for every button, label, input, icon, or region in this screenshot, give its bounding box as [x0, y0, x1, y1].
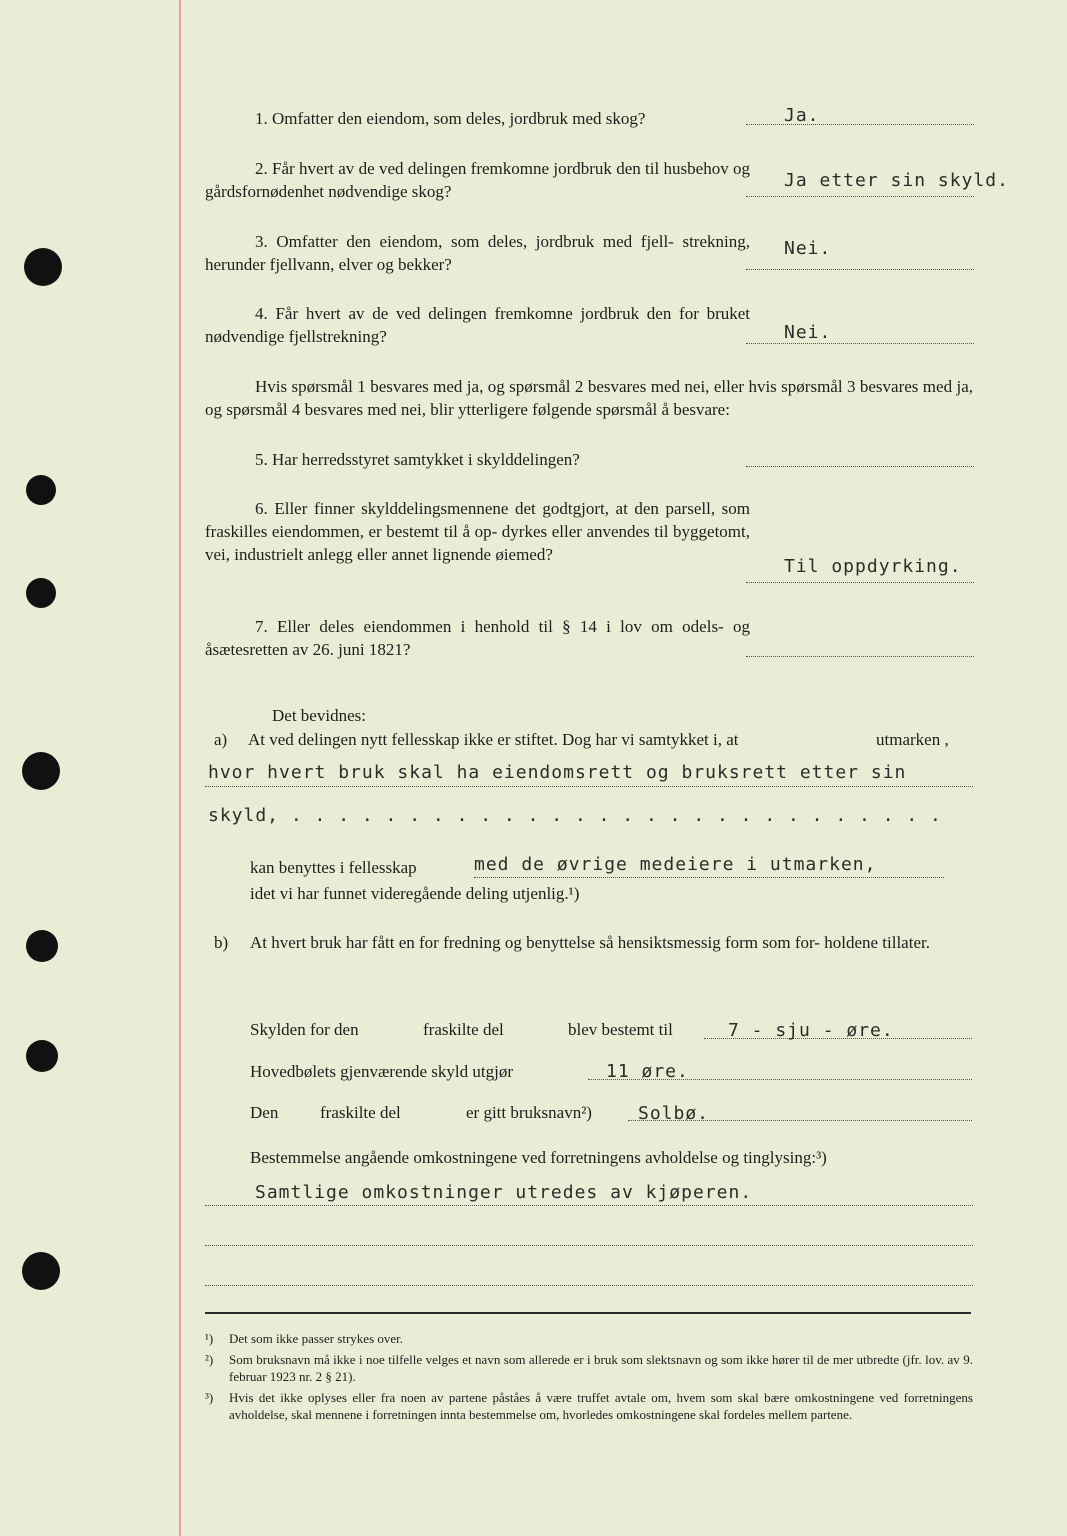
punch-hole	[26, 578, 56, 608]
question-2: 2. Får hvert av de ved delingen fremkomne jordbruk den til husbehov og gårdsfornødenhet nødvendige skog?	[205, 159, 750, 201]
navn-mid2: er gitt bruksnavn²)	[466, 1103, 592, 1122]
conditional-intro: Hvis spørsmål 1 besvares med ja, og spørsmål 2 besvares med nei, eller hvis spørsmål 3 besvares med ja, og spørsmål 4 besvares med nei, blir ytterligere følgende spørsmål å besvare:	[205, 377, 973, 419]
footnote-1-text: Det som ikke passer strykes over.	[229, 1331, 404, 1346]
skyld-label: Skylden for den	[250, 1020, 359, 1039]
fill-line	[205, 1205, 973, 1206]
punch-hole	[26, 930, 58, 962]
skyld-mid: fraskilte del	[423, 1020, 504, 1039]
fill-line	[474, 877, 944, 878]
fill-line	[205, 1245, 973, 1246]
margin-line	[179, 0, 181, 1536]
hoved-label: Hovedbølets gjenværende skyld utgjør	[250, 1062, 513, 1081]
bevidnes-heading: Det bevidnes:	[272, 706, 366, 725]
navn-mid: fraskilte del	[320, 1103, 401, 1122]
item-a-text: At ved delingen nytt fellesskap ikke er stiftet. Dog har vi samtykket i, at	[248, 730, 739, 749]
question-5: 5. Har herredsstyret samtykket i skylddelingen?	[255, 450, 580, 469]
item-a-typed-line-3: med de øvrige medeiere i utmarken,	[474, 854, 877, 875]
answer-line	[746, 269, 974, 270]
question-3: 3. Omfatter den eiendom, som deles, jordbruk med fjell- strekning, herunder fjellvann, elver og bekker?	[205, 232, 750, 274]
punch-hole	[22, 1252, 60, 1290]
fill-line	[205, 1285, 973, 1286]
omk-label: Bestemmelse angående omkostningene ved forretningens avholdelse og tinglysing:³)	[250, 1148, 827, 1167]
footnote-2-text: Som bruksnavn må ikke i noe tilfelle velges et navn som allerede er i bruk som slektsnavn og som ikke hører til de mer utbredte (jfr. lov. av 9. februar 1923 nr. 2 § 21).	[229, 1352, 973, 1384]
answer-6: Til oppdyrking.	[784, 556, 962, 577]
answer-1: Ja.	[784, 105, 820, 126]
question-6: 6. Eller finner skylddelingsmennene det godtgjort, at den parsell, som fraskilles eiendommen, er bestemt til å op- dyrkes eller anvendes til byggetomt, vei, industrielt anlegg eller annet lignende øiemed?	[205, 499, 750, 564]
punch-hole	[26, 1040, 58, 1072]
answer-line	[746, 582, 974, 583]
item-a-label: a)	[214, 730, 228, 749]
skyld-mid2: blev bestemt til	[568, 1020, 673, 1039]
answer-line	[746, 343, 974, 344]
answer-2: Ja etter sin skyld.	[784, 170, 1009, 191]
item-a-typed-line-1: hvor hvert bruk skal ha eiendomsrett og bruksrett etter sin	[208, 762, 907, 783]
item-a-text-3: idet vi har funnet videregående deling utjenlig.¹)	[250, 884, 580, 903]
answer-3: Nei.	[784, 238, 832, 259]
navn-value: Solbø.	[638, 1103, 710, 1124]
item-a-typed-line-2: skyld, . . . . . . . . . . . . . . . . . . . . . . . . . . . .	[208, 805, 942, 826]
navn-label: Den	[250, 1103, 279, 1122]
answer-line	[746, 466, 974, 467]
skyld-value: 7 - sju - øre.	[728, 1020, 894, 1041]
item-b-label: b)	[214, 933, 229, 952]
punch-hole	[26, 475, 56, 505]
fill-line	[205, 786, 973, 787]
question-7: 7. Eller deles eiendommen i henhold til § 14 i lov om odels- og åsætesretten av 26. juni 1821?	[205, 617, 750, 659]
question-1: 1. Omfatter den eiendom, som deles, jordbruk med skog?	[255, 109, 646, 128]
answer-4: Nei.	[784, 322, 832, 343]
footnote-3-text: Hvis det ikke oplyses eller fra noen av partene påståes å være truffet avtale om, hvem som skal bære omkostningene ved forretningens avholdelse, skal mennene i forretningen innta bestemmelse om, hvorledes omkostningene skal fordeles mellem partene.	[229, 1390, 973, 1422]
punch-hole	[22, 752, 60, 790]
footnote-rule	[205, 1312, 971, 1314]
footnote-1-mark: ¹)	[205, 1331, 214, 1346]
question-4: 4. Får hvert av de ved delingen fremkomne jordbruk den for bruket nødvendige fjellstrekning?	[205, 304, 750, 346]
item-a-handwritten: utmarken ,	[876, 730, 949, 749]
hoved-value: 11 øre.	[606, 1061, 689, 1082]
footnote-3-mark: ³)	[205, 1390, 214, 1405]
punch-hole	[24, 248, 62, 286]
answer-line	[746, 124, 974, 125]
footnote-2-mark: ²)	[205, 1352, 214, 1367]
item-a-text-2: kan benyttes i fellesskap	[250, 858, 417, 877]
answer-line	[746, 196, 974, 197]
item-b-text: At hvert bruk har fått en for fredning og benyttelse så hensiktsmessig form som for- holdene tillater.	[250, 933, 930, 952]
omk-value: Samtlige omkostninger utredes av kjøperen.	[255, 1182, 753, 1203]
answer-line	[746, 656, 974, 657]
